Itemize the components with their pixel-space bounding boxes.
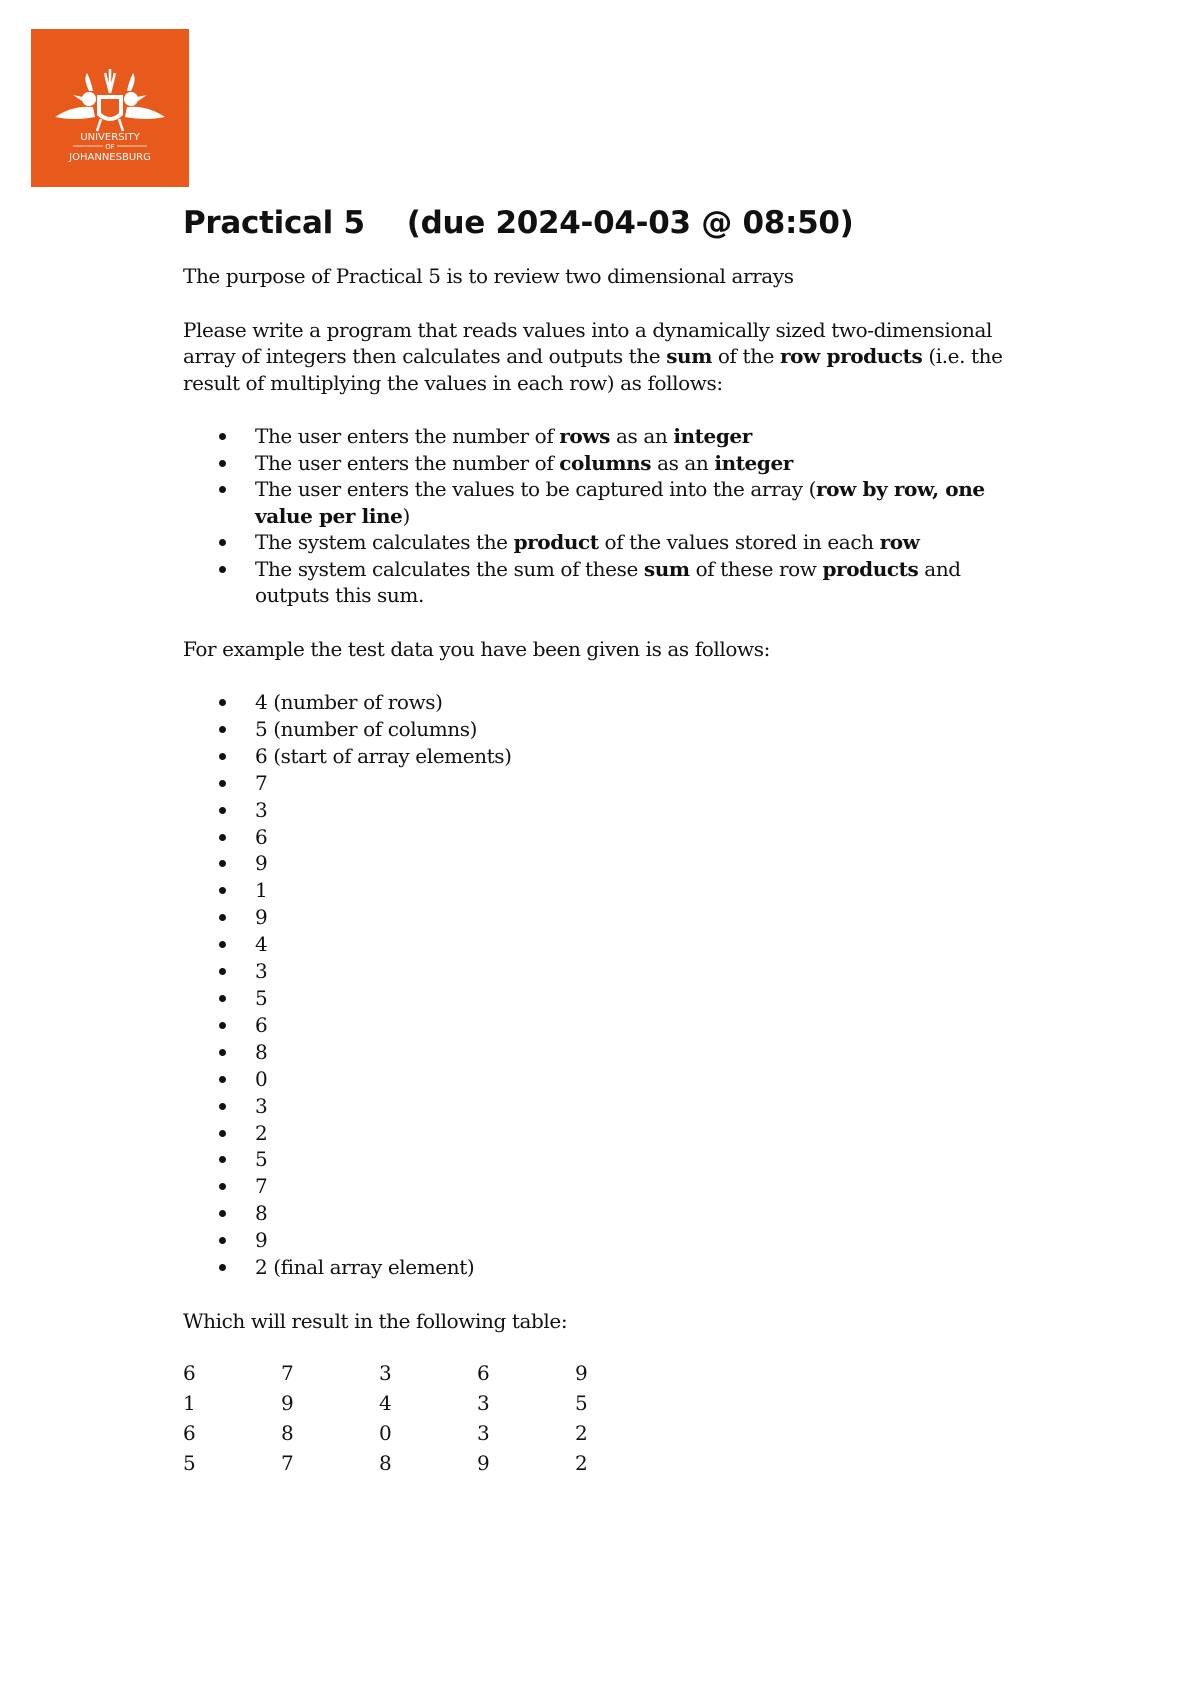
table-cell: 0	[379, 1421, 392, 1446]
purpose-paragraph: The purpose of Practical 5 is to review two dimensional arrays	[183, 264, 794, 288]
crest-icon	[31, 29, 189, 187]
table-cell: 8	[281, 1421, 294, 1446]
list-item: 8	[183, 1200, 1033, 1227]
intro-bold: sum	[666, 344, 712, 368]
table-cell: 2	[575, 1421, 588, 1446]
list-item: 4	[183, 931, 1033, 958]
list-item: 9	[183, 904, 1033, 931]
result-table	[183, 1361, 673, 1481]
table-row	[183, 1421, 673, 1451]
table-cell: 6	[183, 1361, 196, 1386]
intro-text: (i.e. the result of multiplying the values in each row) as follows:	[183, 344, 1003, 395]
list-item: 2	[183, 1120, 1033, 1147]
table-cell: 3	[477, 1421, 490, 1446]
table-row	[183, 1391, 673, 1421]
list-item: The user enters the number of columns as an integer	[183, 450, 1033, 477]
list-item: 6 (start of array elements)	[183, 743, 1033, 770]
title-due-date: (due 2024-04-03 @ 08:50)	[406, 205, 854, 241]
table-cell: 5	[575, 1391, 588, 1416]
table-row	[183, 1451, 673, 1481]
list-item: 4 (number of rows)	[183, 689, 1033, 716]
logo-line-3: JOHANNESBURG	[69, 152, 151, 163]
list-item: The system calculates the sum of these sum of these row products and outputs this sum.	[183, 556, 1033, 609]
document-body	[183, 205, 1033, 1481]
list-item: 5	[183, 1146, 1033, 1173]
table-cell: 9	[477, 1451, 490, 1476]
list-item: 3	[183, 958, 1033, 985]
list-item: 6	[183, 824, 1033, 851]
intro-text: of the	[711, 344, 781, 368]
table-cell: 8	[379, 1451, 392, 1476]
logo-line-1: UNIVERSITY	[80, 132, 140, 143]
list-item: 7	[183, 1173, 1033, 1200]
list-item: 3	[183, 1093, 1033, 1120]
list-item: 1	[183, 877, 1033, 904]
intro-paragraph	[183, 317, 1033, 397]
table-cell: 1	[183, 1391, 196, 1416]
university-logo	[31, 29, 189, 187]
list-item: 5 (number of columns)	[183, 716, 1033, 743]
title-name: Practical 5	[183, 205, 365, 241]
table-cell: 7	[281, 1451, 294, 1476]
table-cell: 3	[379, 1361, 392, 1386]
table-cell: 4	[379, 1391, 392, 1416]
list-item: The user enters the number of rows as an integer	[183, 423, 1033, 450]
list-item: 6	[183, 1012, 1033, 1039]
intro-bold: row products	[780, 344, 923, 368]
table-cell: 3	[477, 1391, 490, 1416]
logo-line-2: OF	[105, 143, 115, 151]
table-row	[183, 1361, 673, 1391]
list-item: 8	[183, 1039, 1033, 1066]
intro-text: Please write a program that reads values into a dynamically sized two-dimensional array of integers then calculates and outputs the	[183, 317, 992, 368]
table-cell: 5	[183, 1451, 196, 1476]
list-item: The user enters the values to be captured into the array (row by row, one value per line)	[183, 476, 1033, 529]
table-intro: Which will result in the following table:	[183, 1308, 568, 1333]
table-cell: 9	[281, 1391, 294, 1416]
test-data-list	[183, 689, 1033, 1281]
list-item: The system calculates the product of the values stored in each row	[183, 529, 1033, 556]
table-cell: 9	[575, 1361, 588, 1386]
page-title	[183, 205, 1033, 241]
list-item: 5	[183, 985, 1033, 1012]
table-cell: 6	[477, 1361, 490, 1386]
list-item: 7	[183, 770, 1033, 797]
list-item: 9	[183, 850, 1033, 877]
list-item: 0	[183, 1066, 1033, 1093]
table-cell: 7	[281, 1361, 294, 1386]
table-cell: 6	[183, 1421, 196, 1446]
example-intro: For example the test data you have been given is as follows:	[183, 636, 770, 661]
list-item: 9	[183, 1227, 1033, 1254]
table-cell: 2	[575, 1451, 588, 1476]
list-item: 2 (final array element)	[183, 1254, 1033, 1281]
requirements-list	[183, 423, 1033, 609]
list-item: 3	[183, 797, 1033, 824]
